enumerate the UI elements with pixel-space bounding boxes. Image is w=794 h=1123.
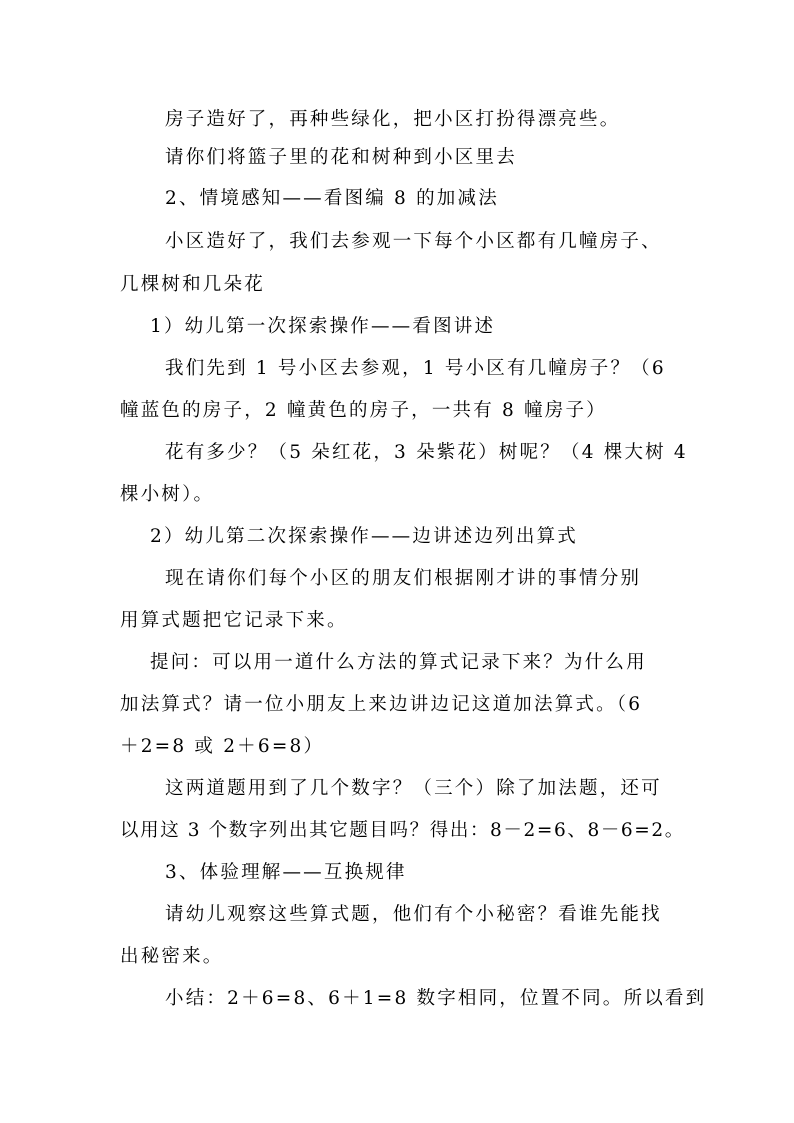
text-line: 请幼儿观察这些算式题，他们有个小秘密？看谁先能找 <box>165 904 662 925</box>
text-line: 棵小树）。 <box>120 484 215 505</box>
sub-heading: 1）幼儿第一次探索操作——看图讲述 <box>150 316 496 337</box>
text-line: 这两道题用到了几个数字？（三个）除了加法题，还可 <box>165 778 662 799</box>
text-line: ＋2=8 或 2＋6=8） <box>120 736 325 757</box>
text-line: 用算式题把它记录下来。 <box>120 610 348 631</box>
text-line: 请你们将篮子里的花和树种到小区里去 <box>165 147 517 168</box>
text-line: 花有多少？（5 朵红花，3 朵紫花）树呢？（4 棵大树 4 <box>165 442 688 463</box>
text-line: 以用这 3 个数字列出其它题目吗？得出：8－2=6、8－6=2。 <box>120 820 685 841</box>
text-line: 我们先到 1 号小区去参观，1 号小区有几幢房子？（6 <box>165 358 666 379</box>
text-line: 出秘密来。 <box>120 946 224 967</box>
text-line: 房子造好了，再种些绿化，把小区打扮得漂亮些。 <box>165 109 621 130</box>
text-line: 小区造好了，我们去参观一下每个小区都有几幢房子、 <box>165 231 662 252</box>
sub-heading: 2）幼儿第二次探索操作——边讲述边列出算式 <box>150 526 578 547</box>
text-line: 现在请你们每个小区的朋友们根据刚才讲的事情分别 <box>165 568 642 589</box>
text-line: 几棵树和几朵花 <box>120 274 265 295</box>
section-heading: 2、情境感知——看图编 8 的加减法 <box>165 188 499 209</box>
text-line: 提问：可以用一道什么方法的算式记录下来？为什么用 <box>150 652 647 673</box>
text-line: 小结：2＋6=8、6＋1=8 数字相同，位置不同。所以看到 <box>165 988 707 1009</box>
section-heading: 3、体验理解——互换规律 <box>165 862 407 883</box>
text-line: 幢蓝色的房子，2 幢黄色的房子，一共有 8 幢房子） <box>120 400 607 421</box>
text-line: 加法算式？请一位小朋友上来边讲边记这道加法算式。（6 <box>120 694 643 715</box>
